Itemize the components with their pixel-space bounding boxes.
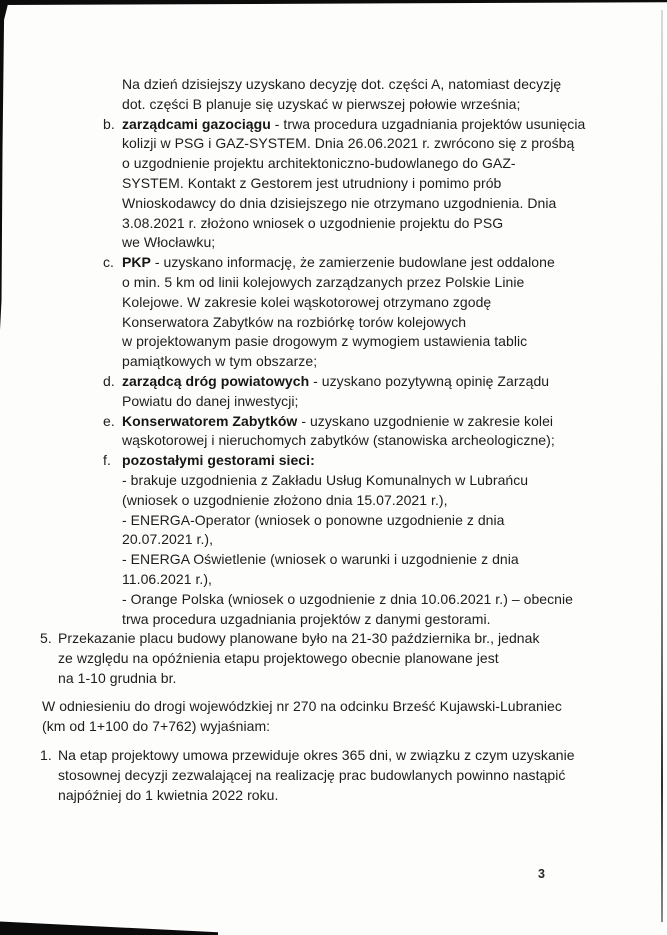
list-item	[0, 115, 667, 254]
text-line: Wnioskodawcy do dnia dzisiejszego nie otrzymano uzgodnienia. Dnia	[122, 194, 557, 211]
text-line: - ENERGA Oświetlenie (wniosek o warunki i uzgodnienie z dnia	[122, 551, 519, 568]
text-line: ze względu na opóźnienia etapu projektowego obecnie planowane jest	[58, 650, 499, 667]
text-line: Kolejowe. W zakresie kolei wąskotorowej otrzymano zgodę	[122, 293, 492, 310]
text-line: 11.06.2021 r.),	[122, 570, 212, 587]
text-line: zarządcami gazociągu - trwa procedura uzgadniania projektów usunięcia	[122, 115, 586, 132]
text-line: Powiatu do danej inwestycji;	[122, 392, 299, 409]
text-line: Przekazanie placu budowy planowane było na 21-30 października br., jednak	[58, 630, 540, 647]
list-marker: 5.	[40, 630, 52, 647]
list-marker: d.	[103, 372, 115, 389]
text-line: stosownej decyzji zezwalającej na realizację prac budowlanych powinno nastąpić	[58, 767, 566, 784]
text-line: kolizji w PSG i GAZ-SYSTEM. Dnia 26.06.2021 r. zwrócono się z prośbą	[122, 135, 575, 152]
list-item	[0, 451, 667, 629]
scan-edge-bottom	[0, 920, 218, 935]
text-line: - ENERGA-Operator (wniosek o ponowne uzgodnienie z dnia	[122, 511, 505, 528]
text-line: - brakuje uzgodnienia z Zakładu Usług Komunalnych w Lubrańcu	[122, 471, 529, 488]
text-line: - Orange Polska (wniosek o uzgodnienie z dnia 10.06.2021 r.) – obecnie	[122, 590, 574, 607]
text-line: na 1-10 grudnia br.	[58, 669, 177, 686]
list-marker: c.	[103, 254, 114, 271]
text-line: W odniesieniu do drogi wojewódzkiej nr 270 na odcinku Brześć Kujawski-Lubraniec	[42, 697, 562, 714]
text-line: zarządcą dróg powiatowych - uzyskano pozytywną opinię Zarządu	[122, 372, 550, 389]
text-line: dot. części B planuje się uzyskać w pierwszej połowie września;	[122, 95, 521, 112]
text-line: Na etap projektowy umowa przewiduje okres 365 dni, w związku z czym uzyskanie	[58, 747, 575, 764]
text-line: o uzgodnienie projektu architektoniczno-budowlanego do GAZ-	[122, 155, 516, 172]
list-item	[0, 75, 667, 115]
text-line: 20.07.2021 r.),	[122, 531, 214, 548]
document-body	[0, 75, 667, 806]
text-line: w projektowanym pasie drogowym z wymogiem ustawienia tablic	[122, 333, 528, 350]
list-marker: b.	[103, 115, 115, 132]
paragraph	[0, 697, 667, 737]
list-item	[0, 412, 667, 452]
text-line: (wniosek o uzgodnienie złożono dnia 15.07.2021 r.),	[122, 491, 448, 508]
text-line: trwa procedura uzgadniania projektów z danymi gestorami.	[122, 610, 491, 627]
text-line: Na dzień dzisiejszy uzyskano decyzję dot. części A, natomiast decyzję	[122, 76, 562, 92]
page-number: 3	[538, 867, 545, 881]
text-line: 3.08.2021 r. złożono wniosek o uzgodnienie projektu do PSG	[122, 214, 504, 231]
text-line: najpóźniej do 1 kwietnia 2022 roku.	[58, 786, 279, 803]
list-item	[0, 746, 667, 805]
text-line: o min. 5 km od linii kolejowych zarządzanych przez Polskie Linie	[122, 273, 525, 290]
list-item	[0, 372, 667, 412]
text-line: SYSTEM. Kontakt z Gestorem jest utrudniony i pomimo prób	[122, 174, 502, 191]
text-line: wąskotorowej i nieruchomych zabytków (stanowiska archeologiczne);	[122, 432, 555, 449]
text-line: (km od 1+100 do 7+762) wyjaśniam:	[42, 717, 271, 734]
list-item	[0, 629, 667, 688]
text-line: PKP - uzyskano informację, że zamierzenie budowlane jest oddalone	[122, 254, 555, 271]
text-line: Konserwatora Zabytków na rozbiórkę torów kolejowych	[122, 313, 467, 330]
scan-edge-top	[0, 0, 667, 5]
list-marker: f.	[103, 452, 111, 469]
text-line: pozostałymi gestorami sieci:	[122, 452, 315, 469]
text-line: we Włocławku;	[122, 234, 216, 251]
list-marker: e.	[103, 412, 115, 429]
list-marker: 1.	[40, 747, 52, 764]
text-line: Konserwatorem Zabytków - uzyskano uzgodnienie w zakresie kolei	[122, 412, 554, 429]
text-line: pamiątkowych w tym obszarze;	[122, 353, 318, 370]
list-item	[0, 253, 667, 372]
